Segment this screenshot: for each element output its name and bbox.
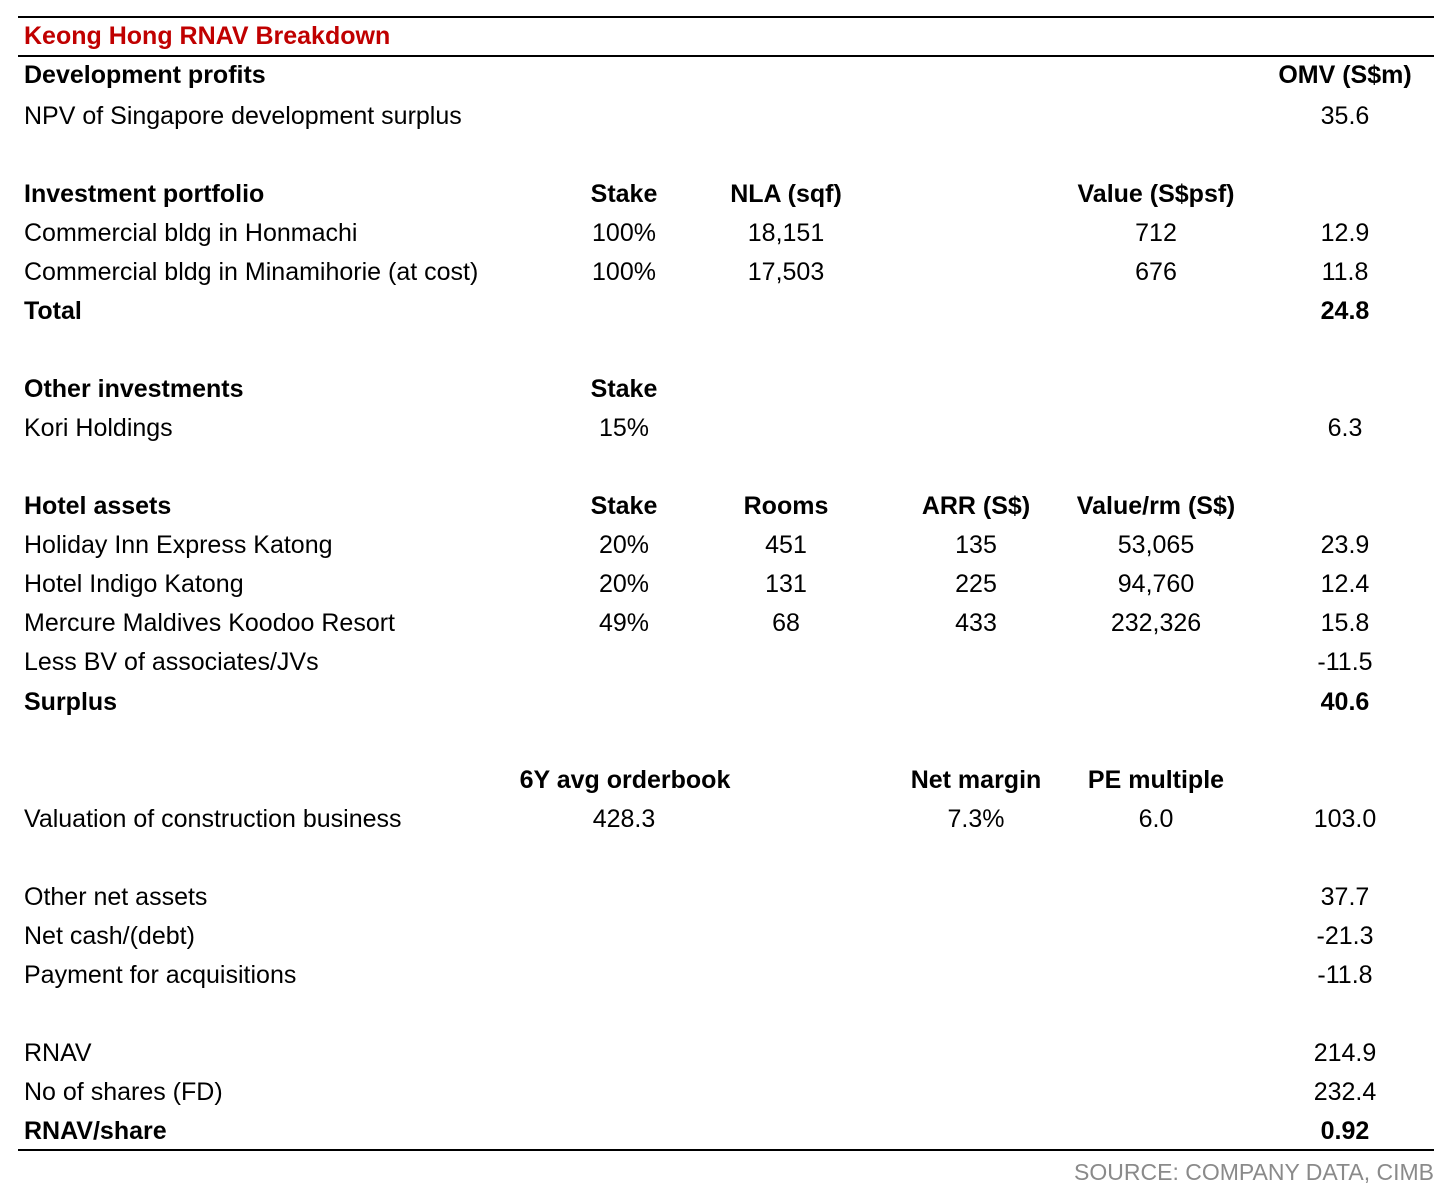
row-label: RNAV/share: [24, 1117, 167, 1145]
row-omv: 40.6: [1320, 688, 1370, 716]
row-label: Total: [24, 297, 82, 325]
row-label: Valuation of construction business: [24, 805, 402, 833]
table-row: [0, 604, 1452, 643]
row-omv: 0.92: [1320, 1117, 1370, 1145]
row-label: Surplus: [24, 688, 118, 716]
row-omv: 12.4: [1320, 570, 1370, 598]
row-stake: 49%: [598, 609, 650, 637]
investment-header-row: [0, 175, 1452, 214]
row-value: 712: [1135, 219, 1177, 247]
source-note: SOURCE: COMPANY DATA, CIMB: [1074, 1159, 1434, 1185]
row-value-per-room: 53,065: [1117, 531, 1195, 559]
hotels-header-label: Hotel assets: [24, 492, 172, 520]
row-omv: 35.6: [1320, 102, 1370, 130]
table-row: [0, 1073, 1452, 1112]
row-omv: -11.8: [1317, 961, 1373, 989]
stake-column-header: Stake: [590, 375, 658, 403]
bottom-rule: [18, 1149, 1434, 1151]
hotels-surplus-row: [0, 683, 1452, 722]
row-stake: 20%: [598, 570, 650, 598]
row-omv: 214.9: [1313, 1039, 1377, 1067]
row-label: No of shares (FD): [24, 1078, 223, 1106]
row-omv: 6.3: [1327, 414, 1363, 442]
table-row: [0, 526, 1452, 565]
row-omv: 37.7: [1320, 883, 1370, 911]
row-nla: 18,151: [747, 219, 825, 247]
stake-column-header: Stake: [590, 180, 658, 208]
investment-header-label: Investment portfolio: [24, 180, 265, 208]
row-arr: 433: [955, 609, 997, 637]
table-row: [0, 956, 1452, 995]
row-value: 676: [1135, 258, 1177, 286]
row-label: Other net assets: [24, 883, 208, 911]
development-header-label: Development profits: [24, 61, 266, 89]
omv-column-header: OMV (S$m): [1278, 61, 1412, 89]
row-rooms: 68: [772, 609, 800, 637]
hotels-header-row: [0, 487, 1452, 526]
row-omv: -21.3: [1316, 922, 1374, 950]
rnav-per-share-row: [0, 1112, 1452, 1151]
row-omv: 11.8: [1321, 258, 1369, 286]
row-omv: 103.0: [1313, 805, 1377, 833]
row-stake: 100%: [592, 258, 656, 286]
row-rooms: 131: [765, 570, 807, 598]
row-omv: 15.8: [1320, 609, 1370, 637]
row-label: Less BV of associates/JVs: [24, 648, 319, 676]
construction-header-row: [0, 761, 1452, 800]
investment-total-row: [0, 292, 1452, 331]
row-value-per-room: 94,760: [1117, 570, 1195, 598]
table-row: [0, 97, 1452, 136]
orderbook-column-header: 6Y avg orderbook: [519, 766, 731, 794]
row-label: Holiday Inn Express Katong: [24, 531, 333, 559]
row-label: NPV of Singapore development surplus: [24, 102, 462, 130]
rooms-column-header: Rooms: [743, 492, 829, 520]
row-label: Payment for acquisitions: [24, 961, 297, 989]
other-investments-header-row: [0, 370, 1452, 409]
row-label: RNAV: [24, 1039, 92, 1067]
stake-column-header: Stake: [590, 492, 658, 520]
row-omv: 232.4: [1313, 1078, 1377, 1106]
row-rooms: 451: [765, 531, 807, 559]
nla-column-header: NLA (sqf): [730, 180, 842, 208]
row-stake: 15%: [598, 414, 650, 442]
row-omv: 23.9: [1320, 531, 1370, 559]
table-title: Keong Hong RNAV Breakdown: [24, 22, 391, 50]
row-label: Kori Holdings: [24, 414, 173, 442]
row-stake: 20%: [598, 531, 650, 559]
table-row: [0, 1034, 1452, 1073]
row-label: Net cash/(debt): [24, 922, 195, 950]
table-row: [0, 878, 1452, 917]
row-label: Commercial bldg in Honmachi: [24, 219, 358, 247]
row-nla: 17,503: [747, 258, 825, 286]
table-row: [0, 800, 1452, 839]
development-header-row: [0, 56, 1452, 95]
row-stake: 100%: [592, 219, 656, 247]
other-investments-header-label: Other investments: [24, 375, 244, 403]
value-psf-column-header: Value (S$psf): [1077, 180, 1235, 208]
table-row: [0, 214, 1452, 253]
row-orderbook: 428.3: [592, 805, 656, 833]
table-row: [0, 565, 1452, 604]
row-pe-multiple: 6.0: [1138, 805, 1174, 833]
row-omv: -11.5: [1317, 648, 1373, 676]
table-row: [0, 409, 1452, 448]
arr-column-header: ARR (S$): [921, 492, 1031, 520]
net-margin-column-header: Net margin: [910, 766, 1042, 794]
row-value-per-room: 232,326: [1110, 609, 1202, 637]
row-label: Commercial bldg in Minamihorie (at cost): [24, 258, 479, 286]
row-net-margin: 7.3%: [947, 805, 1005, 833]
row-omv: 24.8: [1320, 297, 1370, 325]
value-per-room-column-header: Value/rm (S$): [1076, 492, 1236, 520]
row-label: Mercure Maldives Koodoo Resort: [24, 609, 395, 637]
row-arr: 135: [955, 531, 997, 559]
row-arr: 225: [955, 570, 997, 598]
pe-multiple-column-header: PE multiple: [1087, 766, 1225, 794]
row-omv: 12.9: [1320, 219, 1370, 247]
table-row: [0, 917, 1452, 956]
row-label: Hotel Indigo Katong: [24, 570, 244, 598]
table-row: [0, 253, 1452, 292]
table-row: [0, 643, 1452, 682]
